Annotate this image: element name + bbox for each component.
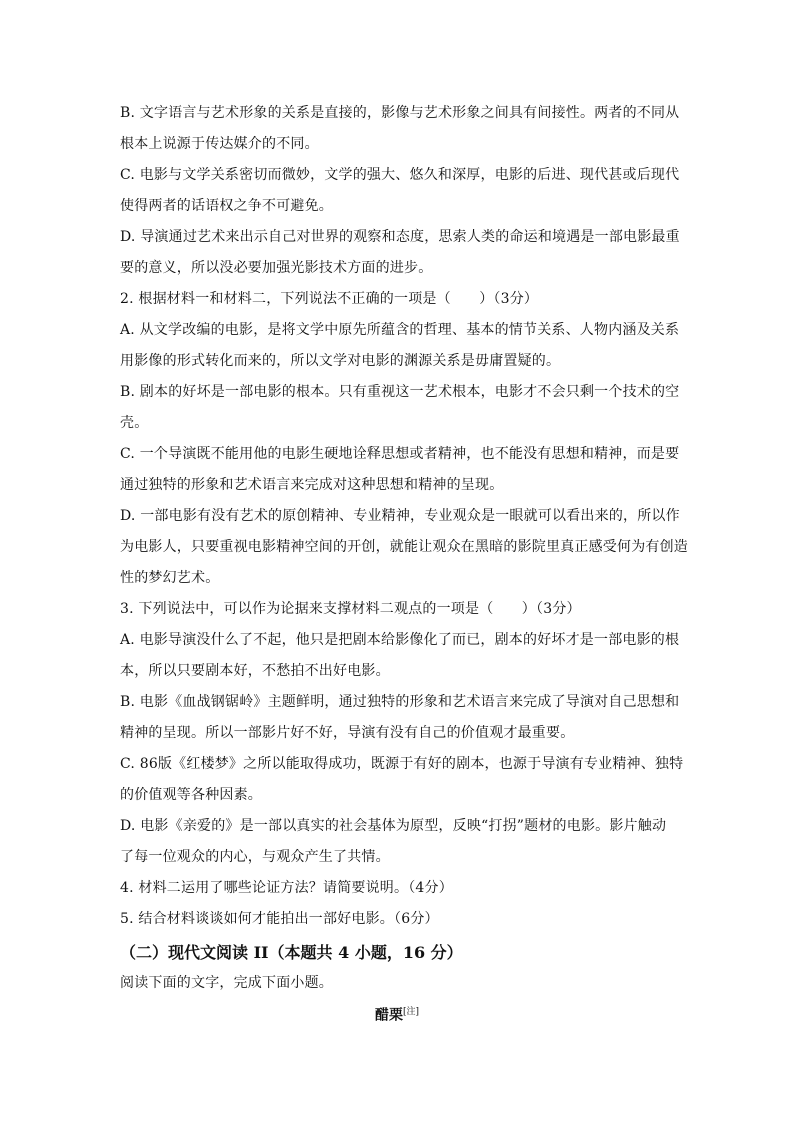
text-line: 了每一位观众的内心，与观众产生了共情。 [120, 849, 390, 865]
text-line: D. 导演通过艺术来出示自己对世界的观察和态度，思索人类的命运和境遇是一部电影最重 [120, 229, 680, 245]
text-line: C. 一个导演既不能用他的电影生硬地诠释思想或者精神，也不能没有思想和精神，而是要 [120, 446, 680, 462]
question-3: 3. 下列说法中，可以作为论据来支撑材料二观点的一项是（ ）（3分） [120, 601, 581, 617]
text-line: C. 86版《红楼梦》之所以能取得成功，既源于有好的剧本，也源于导演有专业精神、独特 [120, 756, 684, 772]
text-line: 精神的呈现。所以一部影片好不好，导演有没有自己的价值观才最重要。 [120, 725, 575, 741]
text-line: C. 电影与文学关系密切而微妙，文学的强大、悠久和深厚，电影的后进、现代甚或后现代 [120, 167, 680, 183]
text-line: A. 从文学改编的电影，是将文学中原先所蕴含的哲理、基本的情节关系、人物内涵及关系 [120, 322, 680, 338]
text-line: B. 剧本的好坏是一部电影的根本。只有重视这一艺术根本，电影才不会只剩一个技术的空 [120, 384, 680, 400]
text-line: 性的梦幻艺术。 [120, 570, 220, 586]
footnote-marker: [注] [402, 1007, 420, 1017]
text-line: 的价值观等各种因素。 [120, 787, 262, 803]
text-line: A. 电影导演没什么了不起，他只是把剧本给影像化了而已，剧本的好坏才是一部电影的根 [120, 632, 680, 648]
poem-title-text: 醋栗 [374, 1007, 403, 1024]
text-line: 根本上说源于传达媒介的不同。 [120, 136, 319, 152]
poem-title [0, 1002, 794, 1026]
text-line: B. 文字语言与艺术形象的关系是直接的，影像与艺术形象之间具有间接性。两者的不同从 [120, 105, 680, 121]
instruction: 阅读下面的文字，完成下面小题。 [120, 975, 333, 991]
question-4: 4. 材料二运用了哪些论证方法？请简要说明。（4分） [120, 880, 453, 896]
question-5: 5. 结合材料谈谈如何才能拍出一部好电影。（6分） [120, 911, 439, 927]
section-title: （二）现代文阅读 II（本题共 4 小题，16 分） [120, 943, 463, 962]
text-line: 壳。 [120, 415, 149, 431]
text-line: D. 电影《亲爱的》是一部以真实的社会基体为原型，反映“打拐”题材的电影。影片触动 [120, 818, 667, 834]
text-line: 为电影人，只要重视电影精神空间的开创，就能让观众在黑暗的影院里真正感受何为有创造 [120, 539, 688, 555]
text-line: D. 一部电影有没有艺术的原创精神、专业精神，专业观众是一眼就可以看出来的，所以作 [120, 508, 680, 524]
text-line: 用影像的形式转化而来的，所以文学对电影的渊源关系是毋庸置疑的。 [120, 353, 561, 369]
question-2: 2. 根据材料一和材料二，下列说法不正确的一项是（ ）（3分） [120, 291, 539, 307]
text-line: B. 电影《血战钢锯岭》主题鲜明，通过独特的形象和艺术语言来完成了导演对自己思想和 [120, 694, 680, 710]
text-line: 使得两者的话语权之争不可避免。 [120, 198, 333, 214]
text-line: 要的意义，所以没必要加强光影技术方面的进步。 [120, 260, 433, 276]
text-line: 通过独特的形象和艺术语言来完成对这种思想和精神的呈现。 [120, 477, 504, 493]
text-line: 本，所以只要剧本好，不愁拍不出好电影。 [120, 663, 390, 679]
